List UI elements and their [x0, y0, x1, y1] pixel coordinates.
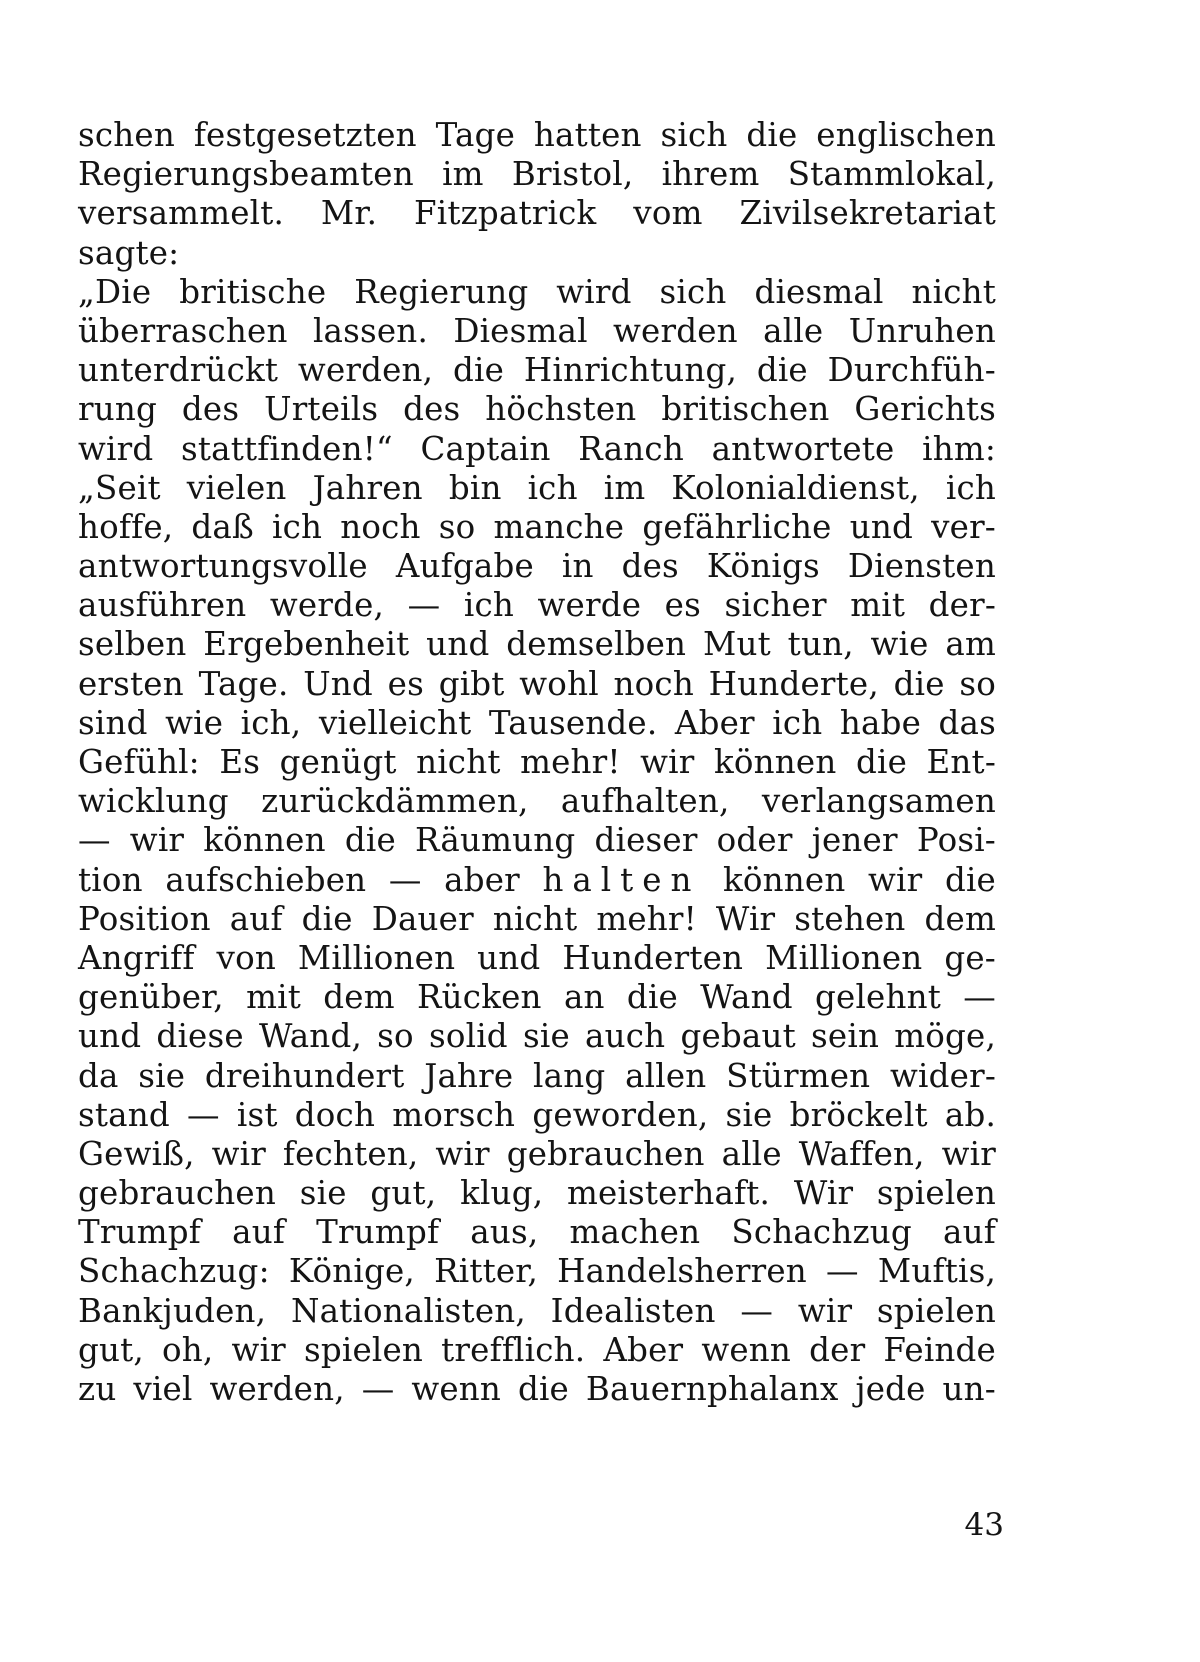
text-line: Position auf die Dauer nicht mehr! Wir stehen dem: [78, 899, 996, 938]
text-line: zu viel werden, — wenn die Bauernphalanx jede un-: [78, 1370, 996, 1408]
text-line: wicklung zurückdämmen, aufhalten, verlangsamen: [78, 782, 996, 821]
text-line: Regierungsbeamten im Bristol, ihrem Stammlokal,: [78, 155, 996, 194]
text-line: — wir können die Räumung dieser oder jener Posi-: [78, 821, 996, 860]
text-line: selben Ergebenheit und demselben Mut tun, wie am: [78, 625, 996, 664]
spaced-emphasis: halten: [542, 860, 701, 899]
text-line: überraschen lassen. Diesmal werden alle Unruhen: [78, 311, 996, 350]
text-line: Schachzug: Könige, Ritter, Handelsherren — Muftis,: [78, 1252, 996, 1291]
text-line: sagte:: [78, 233, 180, 272]
text-line: Gewiß, wir fechten, wir gebrauchen alle Waffen, wir: [78, 1134, 996, 1173]
text-line: Angriff von Millionen und Hunderten Millionen ge-: [78, 938, 996, 977]
text-fragment: können wir die: [700, 860, 996, 899]
text-line: wird stattfinden!“ Captain Ranch antwortete ihm:: [78, 429, 996, 468]
text-line: gebrauchen sie gut, klug, meisterhaft. Wir spielen: [78, 1174, 996, 1213]
text-line: rung des Urteils des höchsten britischen Gerichts: [78, 390, 996, 429]
text-fragment: tion aufschieben — aber: [78, 860, 543, 899]
text-line: Bankjuden, Nationalisten, Idealisten — wir spielen: [78, 1291, 996, 1330]
body-text: [78, 116, 996, 1409]
text-line: und diese Wand, so solid sie auch gebaut sein möge,: [78, 1017, 996, 1056]
text-line: antwortungsvolle Aufgabe in des Königs Diensten: [78, 547, 996, 586]
text-line: unterdrückt werden, die Hinrichtung, die Durchfüh-: [78, 351, 996, 390]
text-line: sind wie ich, vielleicht Tausende. Aber ich habe das: [78, 703, 996, 742]
text-line: da sie dreihundert Jahre lang allen Stürmen wider-: [78, 1056, 996, 1095]
page-number: 43: [964, 1507, 1004, 1543]
text-line-spaced-emphasis: [78, 861, 996, 900]
text-line: hoffe, daß ich noch so manche gefährliche und ver-: [78, 507, 996, 546]
text-line: genüber, mit dem Rücken an die Wand gelehnt —: [78, 978, 996, 1017]
text-line: ausführen werde, — ich werde es sicher mit der-: [78, 586, 996, 625]
text-line: ersten Tage. Und es gibt wohl noch Hunderte, die so: [78, 664, 996, 703]
text-line: Gefühl: Es genügt nicht mehr! wir können die Ent-: [78, 743, 996, 781]
text-line: „Seit vielen Jahren bin ich im Kolonialdienst, ich: [78, 468, 996, 507]
text-line: „Die britische Regierung wird sich diesmal nicht: [78, 272, 996, 311]
text-line: stand — ist doch morsch geworden, sie bröckelt ab.: [78, 1095, 996, 1134]
text-line: gut, oh, wir spielen trefflich. Aber wenn der Feinde: [78, 1330, 996, 1369]
text-line: versammelt. Mr. Fitzpatrick vom Zivilsekretariat: [78, 194, 996, 233]
text-line: Trumpf auf Trumpf aus, machen Schachzug auf: [78, 1213, 996, 1252]
text-line: schen festgesetzten Tage hatten sich die englischen: [78, 116, 996, 154]
